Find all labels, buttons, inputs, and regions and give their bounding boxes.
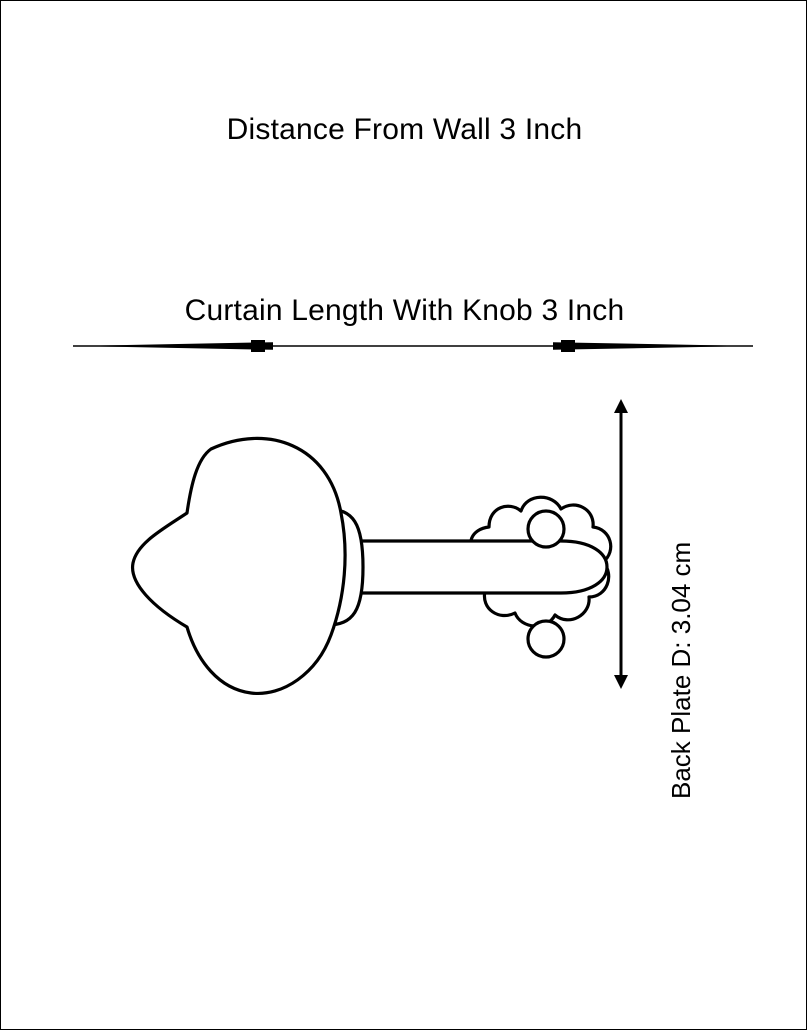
distance-from-wall-label: Distance From Wall 3 Inch bbox=[226, 113, 583, 146]
curtain-length-label: Curtain Length With Knob 3 Inch bbox=[184, 294, 625, 327]
knob-drawing bbox=[91, 401, 671, 741]
knob-stem bbox=[335, 541, 607, 593]
knob-head bbox=[133, 438, 346, 693]
screw-hole-bottom bbox=[528, 621, 564, 657]
measurement-line bbox=[73, 339, 753, 353]
back-plate-depth-label: Back Plate D: 3.04 cm bbox=[666, 541, 696, 799]
screw-hole-top bbox=[528, 511, 564, 547]
